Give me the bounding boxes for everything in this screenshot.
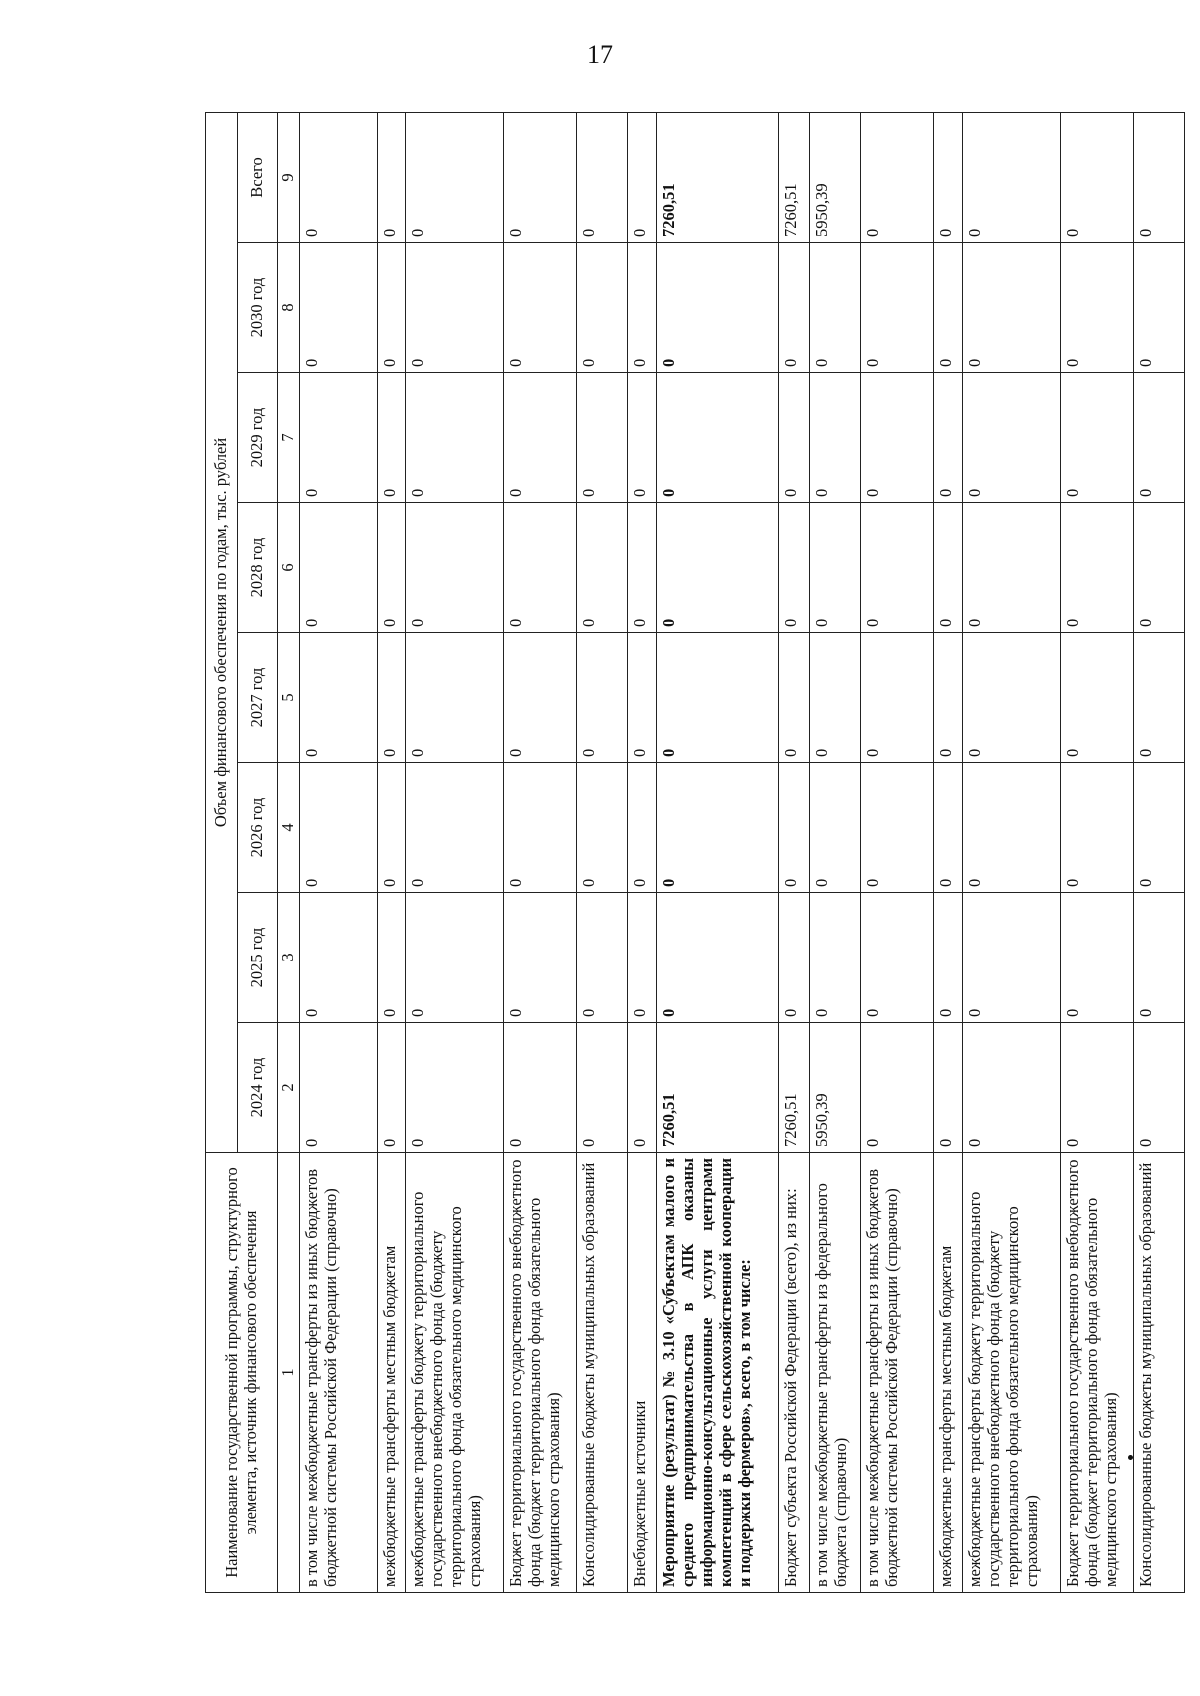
row-source-name: межбюджетные трансферты местным бюджетам <box>377 1153 406 1593</box>
row-source-name: в том числе межбюджетные трансферты из иных бюджетов бюджетной системы Российской Федерации (справочно) <box>300 1153 378 1593</box>
row-year-value: 0 <box>861 1023 934 1153</box>
row-year-value: 0 <box>406 243 504 373</box>
row-total-value: 0 <box>628 112 657 242</box>
header-year: 2026 год <box>238 763 278 893</box>
table-row <box>657 112 779 1592</box>
row-total-value: 0 <box>1133 112 1184 242</box>
header-year: 2027 год <box>238 633 278 763</box>
row-year-value: 0 <box>406 763 504 893</box>
row-year-value: 0 <box>577 503 628 633</box>
row-year-value: 0 <box>1060 633 1133 763</box>
row-year-value: 0 <box>934 893 963 1023</box>
row-source-name: Консолидированные бюджеты муниципальных образований <box>577 1153 628 1593</box>
row-year-value: 0 <box>1060 373 1133 503</box>
table-row <box>406 112 504 1592</box>
row-year-value: 0 <box>1133 1023 1184 1153</box>
row-year-value: 0 <box>1133 503 1184 633</box>
row-year-value: 0 <box>963 503 1061 633</box>
row-year-value: 0 <box>963 763 1061 893</box>
table-row <box>779 112 810 1592</box>
row-year-value: 0 <box>861 633 934 763</box>
row-year-value: 0 <box>300 633 378 763</box>
row-year-value: 0 <box>779 503 810 633</box>
row-year-value: 0 <box>963 633 1061 763</box>
row-year-value: 0 <box>504 373 577 503</box>
row-year-value: 7260,51 <box>779 1023 810 1153</box>
row-year-value: 0 <box>861 243 934 373</box>
row-year-value: 0 <box>300 373 378 503</box>
header-year: 2030 год <box>238 243 278 373</box>
table-row <box>934 112 963 1592</box>
table-row <box>577 112 628 1592</box>
row-source-name: межбюджетные трансферты бюджету территориального государственного внебюджетного фонда (бюджету территориального фонда обязательного медицинского страхования) <box>406 1153 504 1593</box>
row-year-value: 0 <box>377 763 406 893</box>
row-total-value: 0 <box>300 112 378 242</box>
page-number: 17 <box>587 40 613 69</box>
row-source-name: в том числе межбюджетные трансферты из иных бюджетов бюджетной системы Российской Федерации (справочно) <box>861 1153 934 1593</box>
row-year-value: 0 <box>657 373 779 503</box>
row-year-value: 7260,51 <box>657 1023 779 1153</box>
row-year-value: 0 <box>861 503 934 633</box>
row-year-value: 0 <box>504 1023 577 1153</box>
row-year-value: 0 <box>504 763 577 893</box>
row-year-value: 0 <box>1060 1023 1133 1153</box>
row-year-value: 0 <box>963 243 1061 373</box>
row-year-value: 0 <box>406 503 504 633</box>
column-number: 3 <box>278 893 300 1023</box>
table-row <box>810 112 861 1592</box>
financing-table <box>205 112 1185 1593</box>
column-number: 7 <box>278 373 300 503</box>
row-year-value: 0 <box>779 893 810 1023</box>
header-year: 2024 год <box>238 1023 278 1153</box>
row-year-value: 0 <box>861 373 934 503</box>
row-year-value: 0 <box>377 893 406 1023</box>
row-source-name: Бюджет территориального государственного внебюджетного фонда (бюджет территориального фонда обязательного медицинского страхования) <box>1060 1153 1133 1593</box>
row-source-name: Бюджет территориального государственного внебюджетного фонда (бюджет территориального фонда обязательного медицинского страхования) <box>504 1153 577 1593</box>
row-year-value: 0 <box>577 1023 628 1153</box>
row-year-value: 0 <box>1060 503 1133 633</box>
table-row <box>861 112 934 1592</box>
row-year-value: 0 <box>779 243 810 373</box>
row-year-value: 0 <box>934 1023 963 1153</box>
row-year-value: 0 <box>628 1023 657 1153</box>
row-year-value: 0 <box>628 243 657 373</box>
row-year-value: 0 <box>377 633 406 763</box>
header-year: 2028 год <box>238 503 278 633</box>
column-number: 6 <box>278 503 300 633</box>
row-year-value: 0 <box>810 893 861 1023</box>
row-year-value: 0 <box>963 1023 1061 1153</box>
row-year-value: 0 <box>934 503 963 633</box>
row-year-value: 0 <box>504 503 577 633</box>
row-year-value: 0 <box>779 763 810 893</box>
row-total-value: 0 <box>504 112 577 242</box>
row-year-value: 0 <box>810 763 861 893</box>
row-total-value: 0 <box>377 112 406 242</box>
header-total: Всего <box>238 112 278 242</box>
row-source-name: Мероприятие (результат) № 3.10 «Субъектам малого и среднего предпринимательства в АПК оказаны информационно-консультационные услуги центрами компетенций в сфере сельскохозяйственной кооперации и поддержки фермеров», всего, в том числе: <box>657 1153 779 1593</box>
column-number: 9 <box>278 112 300 242</box>
row-year-value: 0 <box>577 893 628 1023</box>
row-year-value: 0 <box>1133 243 1184 373</box>
row-year-value: 0 <box>810 243 861 373</box>
row-year-value: 0 <box>300 1023 378 1153</box>
row-year-value: 0 <box>1133 763 1184 893</box>
row-year-value: 0 <box>657 243 779 373</box>
row-year-value: 0 <box>577 243 628 373</box>
row-year-value: 5950,39 <box>810 1023 861 1153</box>
row-year-value: 0 <box>861 763 934 893</box>
row-year-value: 0 <box>577 633 628 763</box>
row-year-value: 0 <box>300 503 378 633</box>
row-total-value: 7260,51 <box>657 112 779 242</box>
header-year: 2025 год <box>238 893 278 1023</box>
header-year: 2029 год <box>238 373 278 503</box>
row-year-value: 0 <box>810 503 861 633</box>
row-year-value: 0 <box>810 633 861 763</box>
table-row <box>377 112 406 1592</box>
scan-mark <box>1128 1455 1133 1460</box>
table-row <box>300 112 378 1592</box>
row-year-value: 0 <box>779 633 810 763</box>
row-total-value: 0 <box>963 112 1061 242</box>
row-source-name: Внебюджетные источники <box>628 1153 657 1593</box>
row-source-name: в том числе межбюджетные трансферты из федерального бюджета (справочно) <box>810 1153 861 1593</box>
table-container <box>205 113 1185 1593</box>
table-row <box>628 112 657 1592</box>
row-year-value: 0 <box>934 633 963 763</box>
row-year-value: 0 <box>657 893 779 1023</box>
row-year-value: 0 <box>377 243 406 373</box>
row-year-value: 0 <box>377 373 406 503</box>
row-year-value: 0 <box>657 503 779 633</box>
row-total-value: 0 <box>406 112 504 242</box>
row-year-value: 0 <box>377 503 406 633</box>
row-source-name: Консолидированные бюджеты муниципальных образований <box>1133 1153 1184 1593</box>
row-year-value: 0 <box>657 763 779 893</box>
row-year-value: 0 <box>504 893 577 1023</box>
row-total-value: 5950,39 <box>810 112 861 242</box>
row-year-value: 0 <box>861 893 934 1023</box>
row-source-name: межбюджетные трансферты бюджету территориального государственного внебюджетного фонда (бюджету территориального фонда обязательного медицинского страхования) <box>963 1153 1061 1593</box>
row-year-value: 0 <box>504 633 577 763</box>
row-source-name: межбюджетные трансферты местным бюджетам <box>934 1153 963 1593</box>
column-number: 4 <box>278 763 300 893</box>
row-year-value: 0 <box>628 763 657 893</box>
table-row <box>504 112 577 1592</box>
row-total-value: 0 <box>934 112 963 242</box>
row-year-value: 0 <box>1060 763 1133 893</box>
row-year-value: 0 <box>628 503 657 633</box>
row-year-value: 0 <box>504 243 577 373</box>
table-row <box>1060 112 1133 1592</box>
row-year-value: 0 <box>779 373 810 503</box>
row-year-value: 0 <box>1133 633 1184 763</box>
header-group: Объем финансового обеспечения по годам, тыс. рублей <box>206 112 238 1152</box>
table-row <box>963 112 1061 1592</box>
row-year-value: 0 <box>406 893 504 1023</box>
row-year-value: 0 <box>1133 373 1184 503</box>
row-year-value: 0 <box>577 373 628 503</box>
row-year-value: 0 <box>628 373 657 503</box>
row-total-value: 0 <box>577 112 628 242</box>
row-total-value: 0 <box>1060 112 1133 242</box>
row-year-value: 0 <box>934 373 963 503</box>
row-year-value: 0 <box>577 763 628 893</box>
row-year-value: 0 <box>300 243 378 373</box>
row-year-value: 0 <box>934 763 963 893</box>
row-source-name: Бюджет субъекта Российской Федерации (всего), из них: <box>779 1153 810 1593</box>
row-year-value: 0 <box>810 373 861 503</box>
row-year-value: 0 <box>406 373 504 503</box>
column-number: 5 <box>278 633 300 763</box>
column-number: 2 <box>278 1023 300 1153</box>
row-year-value: 0 <box>1060 893 1133 1023</box>
row-year-value: 0 <box>1133 893 1184 1023</box>
row-year-value: 0 <box>628 633 657 763</box>
row-year-value: 0 <box>406 1023 504 1153</box>
row-year-value: 0 <box>300 763 378 893</box>
row-total-value: 7260,51 <box>779 112 810 242</box>
row-total-value: 0 <box>861 112 934 242</box>
row-year-value: 0 <box>657 633 779 763</box>
row-year-value: 0 <box>963 373 1061 503</box>
row-year-value: 0 <box>377 1023 406 1153</box>
row-year-value: 0 <box>300 893 378 1023</box>
row-year-value: 0 <box>963 893 1061 1023</box>
row-year-value: 0 <box>628 893 657 1023</box>
column-number: 8 <box>278 243 300 373</box>
header-col-name: Наименование государственной программы, структурного элемента, источник финансового обеспечения <box>206 1153 278 1593</box>
row-year-value: 0 <box>1060 243 1133 373</box>
column-number: 1 <box>278 1153 300 1593</box>
table-row <box>1133 112 1184 1592</box>
row-year-value: 0 <box>406 633 504 763</box>
row-year-value: 0 <box>934 243 963 373</box>
